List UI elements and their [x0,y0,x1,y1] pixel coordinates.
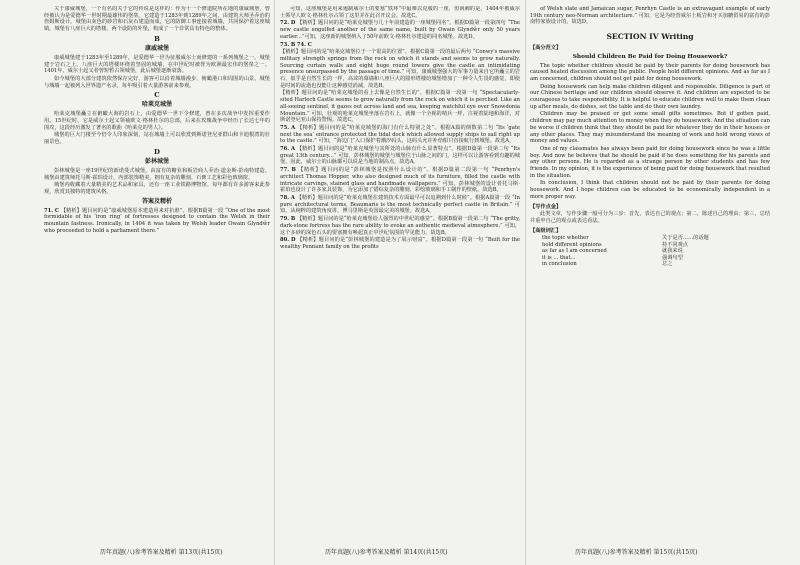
answer-item [280,20,520,40]
phrase-en: the topic whether [542,235,589,242]
answer-number: 75. A [280,124,296,131]
passage-d-paragraph: 城堡内收藏着大量精美的艺术品和家具，还有一座工业铁路博物馆。每年都有许多游客来此参观，欣赏其独特的建筑风格。 [44,182,270,195]
phrase-zh: 强调句型 [662,254,683,261]
phrase-en: as far as I am concerned [542,248,607,255]
passage-b-paragraph: 如今城堡的大部分建筑依然保存完好，游客可以沿着城墙漫步，俯瞰港口和周围的山景。城堡与城墙一起被列入世界遗产名录，每年吸引着大量游客前来参观。 [44,75,270,89]
vocabulary-list [542,235,770,267]
phrase-zh: 关于是否……的话题 [662,235,709,242]
answer-item [280,216,520,236]
answer-number: 71. C [44,207,60,214]
page-footer: 历年真题(八)参考答案及精析 第15页(共15页) [575,549,698,556]
answer-number: 79. B [280,216,296,223]
passage-b-paragraph: 康威城堡建于1283年至1289年，是爱德华一世为征服威尔士而修建的一系列城堡之一。城堡建于岩石之上，八座巨大的塔楼环绕着坚固的城墙，在中世纪时被誉为欧洲最宏伟的堡垒之一。1401年，威尔士起义者曾短暂占领城堡，此后城堡逐渐衰落。 [44,54,270,75]
answer-item [280,146,520,166]
passage-d-paragraph: 彭林城堡是一座19世纪的新诺曼式城堡，由富有的糖业和板岩商人乔治·道金斯-彭南特建造。城堡由建筑师托马斯·霍珀设计，内部装饰精美，拥有复杂的雕刻、石膏工艺和彩色玻璃窗。 [44,167,270,181]
answer-item [280,90,520,124]
answer-text: 【精析】题目问的是“哈莱克城堡给人强烈的中世纪的感觉”。根据B篇第一段第二句 “The gritty, dark-stone fortress has the rare ability to evoke an authentic medieval atmosphere.” 可知，这个多砂的深色石头的要塞拥有唤起真正中世纪氛围的罕见能力。故选B。 [280,216,520,236]
answer-text: 【精析】题目问的是“哈莱克城堡的海门有什么特别之处”。根据A篇的倒数第二句 “Its ‘gate next the sea’ entrance protected the tidal dock which allowed supply ships to sail right up to the castle.” 可知，“海边门”入口保护着潮汐码头，这码头允许补给船只直接航行到城堡。故选A。 [280,124,520,145]
continuation-paragraph: 可知，这座城堡是用来遏制威尔士的要塞“铁环”中最难以克服的一座，但讽刺的是，1404年被威尔士领导人欧文·格林杜尔占领了这里并在此召开议会。故选C。 [280,6,520,19]
passage-b-title: 康威城堡 [144,44,169,52]
page-13 [44,6,270,546]
phrase-zh: 持不同观点 [662,241,688,248]
phrase-zh: 就我来说 [662,248,683,255]
page-divider [274,0,275,565]
answer-item [280,237,520,250]
answer-number: 72. D [280,20,296,27]
passage-c-paragraph: 城堡的巨大门楼至今仍令人印象深刻，站在城墙上可以欣赏到斯诺登尼亚群山和卡迪根湾的壮丽景色。 [44,132,270,146]
lead-paragraph: 关于康威城堡，一个有名的关于它的传说是这样的：作为十一个修道院所在地的康威城堡，曾经被认为是爱德华一世时期最雄伟的堡垒。它建造于1283年到1289年之间，由建筑大师圣乔治的詹姆斯设计。城堡由灰色的砂岩和石灰石建造而成，它的防御工事连接着城墙，共同保护着这座城镇。城堡有八座巨大的塔楼，两个设防的外堡，构成了一个非常具有特色的整体。 [44,6,270,33]
answer-number: 77. B [280,167,296,174]
passage-c-paragraph: 哈莱克城堡矗立在俯瞰大海的岩石上，由爱德华一世下令修建，曾在多次战争中发挥重要作用。15世纪时，它是威尔士起义领袖欧文·格林杜尔的总部，后来在玫瑰战争中经历了长达七年的围攻，这段经历激发了著名的歌曲《哈莱克的男人》。 [44,111,270,131]
answer-text: 74. C [296,41,312,48]
phrase-en: in conclusion [542,261,577,268]
answer-number: 76. A [280,146,295,153]
answer-item [280,195,520,215]
writing-tips-text: 此类文章，写作步骤一般可分为三步：首先，表达自己的观点；第二，陈述自己的理由；第三，总结并重申自己的观点或表达看法。 [530,211,770,224]
phrase-en: hold different opinions [542,241,602,248]
page-divider [525,0,526,565]
answer-text: 【精析】题目问的是“彭林城堡是按照什么设计的”。根据D篇第二段第一句 “Penrhyn's architect Thomas Hopper, who also designed much of its furniture, filled the castle with intricate carvings, stained glass and handmade wallpapers.” 可知，彭林城堡的设计者托马斯·霍珀也设计了许多家具装饰，为它添加了错综复杂的雕刻、彩绘玻璃和手工制作的壁纸。故选B。 [280,167,520,194]
answer-text: 【精析】题目问的是“彭林城堡的建造是为了展示财富”。根据D篇第一段第一句 “Built for the wealthy Pennant family on the profits [280,237,520,250]
passage-d-title: 彭林城堡 [144,157,169,165]
essay-paragraph: In conclusion, I think that children should not be paid by their parents for doing housework. And I hope children can be educated to be economically independent in a more proper way. [530,180,770,200]
page-14 [280,6,520,546]
continuation-paragraph: of Welsh slate and Jamaican sugar, Penrhyn Castle is an extravagant example of early 19th century neo-Norman architecture.” 可知，它是为经营威尔士板岩和牙买加糖贸易的富有的彭南特家族设计的。故选D。 [530,6,770,26]
answer-item [280,125,520,145]
answer-item [280,42,520,49]
section-title: SECTION IV Writing [606,32,694,42]
page-footer: 历年真题(八)参考答案及精析 第14页(共15页) [325,549,448,556]
phrase-en: it is ... that... [542,254,576,261]
writing-tips-label: 【写作点金】 [530,203,562,210]
answer-heading: 答案及精析 [141,197,172,205]
page-footer: 历年真题(八)参考答案及精析 第13页(共15页) [100,549,223,556]
vocabulary-label: 【高级词汇】 [530,227,562,234]
answer-text: 【精析】题目问的是“哈莱克城堡在建筑技术方面最早可以追溯到什么时候”。根据A篇第一段 “In pure architectural terms, Beaumaris is the most technically perfect castle in Britain.” 可知，从纯粹的建筑角度讲，博马里斯是英国最完美的城堡。故选A。 [280,194,520,215]
model-essay-label: 【高分范文】 [530,45,562,52]
essay-paragraph: Children may be praised or get some small gifts sometimes. But if gotten paid, children may pay much attention to money when they do housework. And the situation can be worse if children think that they should be paid for whatever they do in their houses or any other places. They may misunderstand the meaning of work and hold wrong views of money and values. [530,111,770,145]
answer-text: 【精析】题目问的是“哈莱克城堡与其所处的山脉有什么显著特点”。根据D篇第一段第二句 “Its great 13th century...” 可知，彭林城堡的城堡与城堡位于山脉之间的门，这样可以让游客看到有趣的城堡。因此，威尔士的山脉都可以说是当地的制高点。故选A。 [280,146,520,166]
answer-number: 80. D [280,237,296,244]
answer-item [280,167,520,194]
passage-d-heading: D [154,147,160,156]
essay-title: Should Children Be Paid for Doing Housework? [572,53,728,60]
essay-paragraph: One of my classmates has always been paid for doing housework since he was a little boy. And now he believes that he should be paid if he does something for his parents and any other persons. He is regarded as a strange person by other students and has few friends. In my opinion, it is the experience of being paid for doing housework that resulted in the situation. [530,145,770,179]
essay-paragraph: Doing housework can help make children diligent and responsible. Diligence is part of our Chinese heritage and our children should observe it. And children are expected to be courageous to take responsibility. It is helpful to educate children well to make them clean up after meals, do dishes, set the table and do their own laundry. [530,83,770,110]
answer-item [44,208,270,235]
page-15 [530,6,770,546]
answer-number: 78. A [280,194,295,201]
passage-c-heading: C [154,91,160,100]
passage-c-title: 哈莱克城堡 [141,101,172,109]
answer-text: 【精析】题目问的是“哈莱克城堡位于一个很高的位置”。根据C篇第一段的最后两句 “Conwy's massive military strength springs from the rock on which it stands and seems to grow naturally. Sourcing curtain walls and eight huge round towers give the castle an intimidating presence unsurpassed by the passage of time.” 可知，康威城堡强大的军事力量来自它所矗立的岩石，似乎是自然生长的一样，高耸的幕墙和八座巨大的圆形塔楼给城堡增加了一种令人生畏的感觉，即使是时间的流逝也没能让这种感觉消减。故选B。 [280,49,520,89]
answer-item [280,49,520,89]
essay-paragraph: The topic whether children should be paid by their parents for doing housework has caused heated discussion among the public. People hold different opinions. And as far as I am concerned, children should not get paid for doing housework. [530,62,770,82]
passage-b-heading: B [154,34,160,43]
answer-text: 【精析】题目问的是“哈莱克城堡的看上去像是自然生长的”。根据C篇第一段第一句 “Spectacularly-sited Harlech Castle seems to grow naturally from the rock on which it is perched. Like an all-seeing sentinel, it gazes out across land and sea, keeping watchful eye over Snowdonia Mountain.” 可知，壮观的哈莱克城堡坐落在岩石上，就像一个全视的哨兵一样，注视着陆地和海洋，对斯诺登尼亚山保持警惕。故选C。 [280,90,520,124]
phrase-zh: 总之 [662,261,673,268]
answer-text: 【精析】题目问的是“哈莱克城堡与几十年前建造的一座城堡同名”。根据D篇第一段第四句 “The new castle engulfed another of the same name, built by Owain Glyndŵr only 50 years earlier...”可知，这座新的城堡纳入了50年前欧文·格林杜尔建造的同名城堡。故选D。 [280,20,520,40]
answer-text: 【精析】题目问的是“康威城堡原本建造用来对抗谁”。根据B篇第一段 “One of the most formidable of his ‘iron ring’ of fortresses designed to contain the Welsh in their mountain fastness. Ironically, in 1404 it was taken by Welsh leader Owain Glyndŵr who proceeded to hold a parliament there.” [44,207,270,234]
answer-number: 73. B [280,41,296,48]
